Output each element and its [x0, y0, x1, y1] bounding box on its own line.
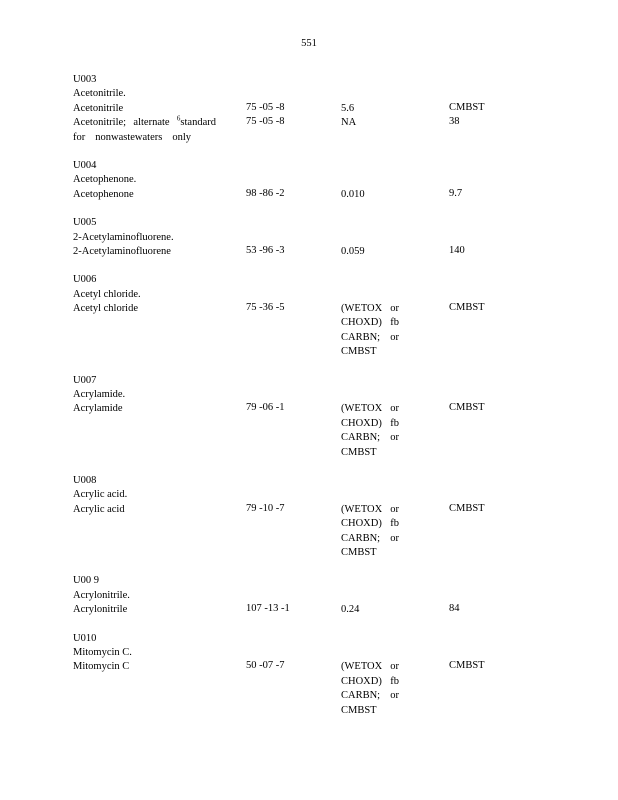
nonwastewater-standard: CMBST — [449, 660, 485, 672]
cas-number: 107 -13 -1 — [246, 603, 290, 615]
constituent-name — [73, 660, 129, 674]
constituent-name-line: Acetonitrile — [73, 102, 124, 114]
constituent-name — [73, 402, 123, 416]
constituent-row — [0, 603, 618, 617]
waste-entry — [0, 374, 618, 460]
constituent-row — [0, 245, 618, 259]
waste-entry — [0, 474, 618, 560]
constituent-name — [73, 245, 171, 259]
constituent-row — [0, 402, 618, 460]
nonwastewater-standard: CMBST — [449, 502, 485, 514]
wastewater-standard-line: CMBST — [341, 446, 377, 458]
constituent-name — [73, 188, 134, 202]
nonwastewater-standard: CMBST — [449, 302, 485, 314]
cas-number: 98 -86 -2 — [246, 187, 285, 199]
waste-name: Acrylonitrile. — [73, 589, 130, 601]
nonwastewater-standard: 140 — [449, 244, 465, 256]
cas-number: 79 -06 -1 — [246, 402, 285, 414]
waste-name: Acrylic acid. — [73, 489, 128, 501]
constituent-row — [0, 660, 618, 718]
cas-number: 50 -07 -7 — [246, 660, 285, 672]
waste-name: 2-Acetylaminofluorene. — [73, 231, 174, 243]
constituent-name-line: Acetonitrile; alternate $^6$standard — [73, 114, 216, 129]
wastewater-standard-line: 0.059 — [341, 245, 365, 257]
constituent-row — [0, 116, 618, 145]
wastewater-standard-line: (WETOX or — [341, 503, 399, 515]
constituent-row — [0, 302, 618, 360]
wastewater-standard-line: 5.6 — [341, 102, 355, 114]
constituent-name — [73, 603, 127, 617]
waste-entry — [0, 159, 618, 202]
wastewater-standard-line: CARBN; or — [341, 331, 399, 343]
constituent-name — [73, 503, 125, 517]
wastewater-standard — [341, 116, 356, 130]
nonwastewater-standard: 38 — [449, 116, 460, 128]
constituent-name — [73, 302, 138, 316]
waste-name: Mitomycin C. — [73, 647, 132, 658]
wastewater-standard-line: CARBN; or — [341, 532, 399, 544]
waste-code: U006 — [73, 274, 97, 286]
wastewater-standard-line: CMBST — [341, 346, 377, 358]
waste-name: Acetyl chloride. — [73, 288, 141, 300]
waste-code: U00 9 — [73, 575, 99, 587]
waste-entry — [0, 273, 618, 359]
constituent-name-line: for nonwastewaters only — [73, 131, 191, 143]
constituent-name-line: Acrylic acid — [73, 503, 125, 515]
wastewater-standard — [341, 302, 399, 360]
waste-name: Acetophenone. — [73, 174, 137, 186]
waste-code: U003 — [73, 74, 97, 85]
wastewater-standard-line: (WETOX or — [341, 403, 399, 415]
wastewater-standard-line: CHOXD) fb — [341, 518, 399, 530]
cas-number: 79 -10 -7 — [246, 502, 285, 514]
wastewater-standard-line: NA — [341, 117, 357, 129]
waste-code: U004 — [73, 159, 97, 171]
constituent-name-line: Acetophenone — [73, 188, 134, 200]
constituent-row — [0, 503, 618, 561]
waste-code-list — [0, 73, 618, 732]
nonwastewater-standard: CMBST — [449, 101, 485, 113]
waste-name: Acrylamide. — [73, 389, 126, 401]
constituent-name — [73, 116, 216, 145]
waste-entry — [0, 632, 618, 718]
waste-code: U007 — [73, 374, 97, 386]
constituent-name-line: Acrylamide — [73, 403, 123, 415]
wastewater-standard-line: CHOXD) fb — [341, 417, 399, 429]
page-number: 551 — [301, 38, 317, 49]
wastewater-standard-line: CARBN; or — [341, 432, 399, 444]
wastewater-standard-line: CARBN; or — [341, 690, 399, 702]
waste-name: Acetonitrile. — [73, 88, 126, 100]
wastewater-standard — [341, 503, 399, 561]
wastewater-standard-line: (WETOX or — [341, 303, 399, 315]
waste-code: U010 — [73, 632, 97, 644]
nonwastewater-standard: 9.7 — [449, 187, 463, 199]
waste-code: U008 — [73, 475, 97, 487]
wastewater-standard — [341, 102, 354, 116]
constituent-row — [0, 102, 618, 116]
nonwastewater-standard: 84 — [449, 603, 460, 615]
constituent-name-line: Acetyl chloride — [73, 303, 139, 315]
wastewater-standard — [341, 603, 359, 617]
wastewater-standard — [341, 660, 399, 718]
wastewater-standard-line: CHOXD) fb — [341, 317, 399, 329]
wastewater-standard-line: CHOXD) fb — [341, 675, 399, 687]
wastewater-standard-line: 0.24 — [341, 604, 360, 616]
wastewater-standard-line: (WETOX or — [341, 661, 399, 673]
wastewater-standard-line: 0.010 — [341, 188, 365, 200]
waste-code: U005 — [73, 217, 97, 229]
cas-number: 75 -36 -5 — [246, 302, 285, 314]
wastewater-standard — [341, 188, 365, 202]
constituent-name — [73, 102, 123, 116]
wastewater-standard — [341, 245, 365, 259]
waste-entry — [0, 574, 618, 617]
wastewater-standard-line: CMBST — [341, 704, 377, 716]
cas-number: 53 -96 -3 — [246, 244, 285, 256]
constituent-row — [0, 188, 618, 202]
cas-number: 75 -05 -8 — [246, 116, 285, 128]
constituent-name-line: Acrylonitrile — [73, 604, 128, 616]
nonwastewater-standard: CMBST — [449, 402, 485, 414]
wastewater-standard-line: CMBST — [341, 547, 377, 559]
cas-number: 75 -05 -8 — [246, 101, 285, 113]
waste-entry — [0, 216, 618, 259]
constituent-name-line: 2-Acetylaminofluorene — [73, 245, 171, 257]
wastewater-standard — [341, 402, 399, 460]
constituent-name-line: Mitomycin C — [73, 661, 130, 673]
waste-entry — [0, 73, 618, 145]
